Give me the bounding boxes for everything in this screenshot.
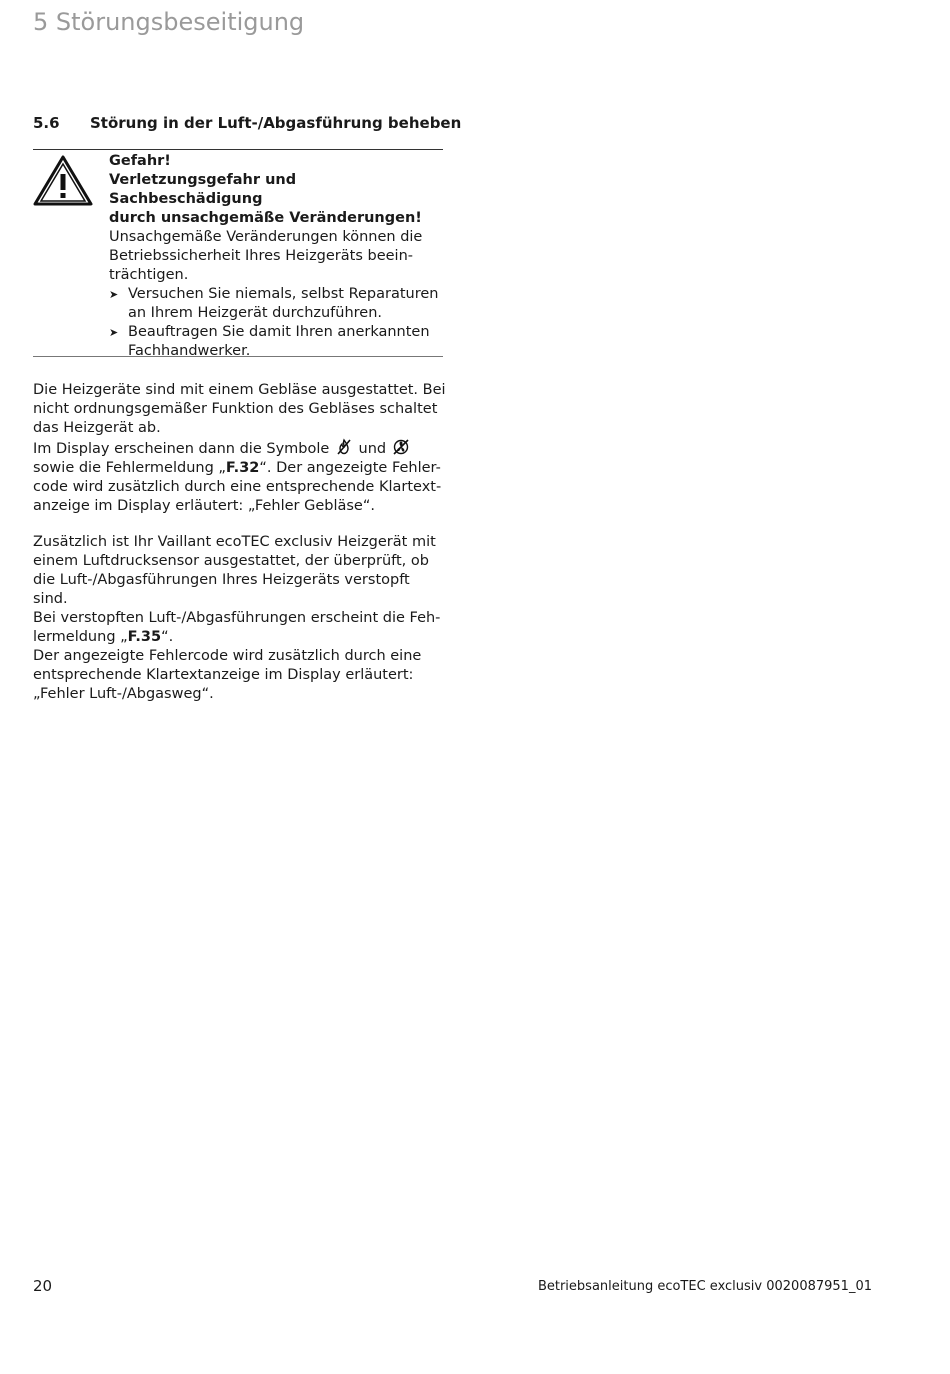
danger-title: Gefahr! [109, 153, 171, 169]
danger-notice [33, 149, 443, 357]
section-heading [33, 114, 461, 132]
paragraph-fan-fault: Die Heizgeräte sind mit einem Gebläse ausgestattet. Bei nicht ordnungsgemäßer Funktion des Gebläses schaltet das Heizgerät ab. Im Display erscheinen dann die Symbole und sowie die Fehlermeldung „F.32“. Der angezeigte Fehler- code wird zusätzlich durch eine entsprechende Klartext- anzeige im Display erläutert: „Fehler Gebläse“. [33, 382, 446, 514]
paragraph-air-flue-fault: Zusätzlich ist Ihr Vaillant ecoTEC exclusiv Heizgerät mit einem Luftdrucksensor ausgestattet, der überprüft, ob die Luft-/Abgasführungen Ihres Heizgeräts verstopft sind. Bei verstopften Luft-/Abgasführungen erscheint die Feh- lermeldung „F.35“. Der angezeigte Fehlercode wird zusätzlich durch eine entsprechende Klartextanzeige im Display erläutert: „Fehler Luft-/Abgasweg“. [33, 534, 441, 702]
instruction-item: ➤ Beauftragen Sie damit Ihren anerkannten Fachhandwerker. [109, 324, 430, 359]
danger-text [109, 152, 443, 361]
danger-body-line: Unsachgemäße Veränderungen können die [109, 229, 423, 245]
danger-body-line: trächtigen. [109, 267, 189, 283]
arrow-bullet-icon: ➤ [109, 288, 119, 301]
danger-body-line: Betriebssicherheit Ihres Heizgeräts beein- [109, 248, 414, 264]
chapter-heading: 5 Störungsbeseitigung [33, 8, 305, 36]
arrow-bullet-icon: ➤ [109, 326, 119, 339]
document-reference: Betriebsanleitung ecoTEC exclusiv 0020087951_01 [537, 1279, 872, 1294]
instruction-item: ➤ Versuchen Sie niemals, selbst Reparaturen an Ihrem Heizgerät durchzuführen. [109, 286, 439, 321]
no-fan-icon [392, 438, 410, 456]
error-code: F.35 [127, 629, 162, 645]
danger-subtitle-line: Verletzungsgefahr und Sachbeschädigung [109, 172, 297, 207]
instruction-list [109, 285, 443, 361]
warning-triangle-icon [33, 155, 93, 207]
error-code: F.32 [225, 460, 260, 476]
danger-subtitle-line: durch unsachgemäße Veränderungen! [109, 210, 422, 226]
section-number: 5.6 [33, 114, 60, 132]
section-title: Störung in der Luft-/Abgasführung beheben [90, 114, 462, 132]
no-fire-icon [335, 438, 353, 456]
page-number: 20 [33, 1277, 53, 1295]
